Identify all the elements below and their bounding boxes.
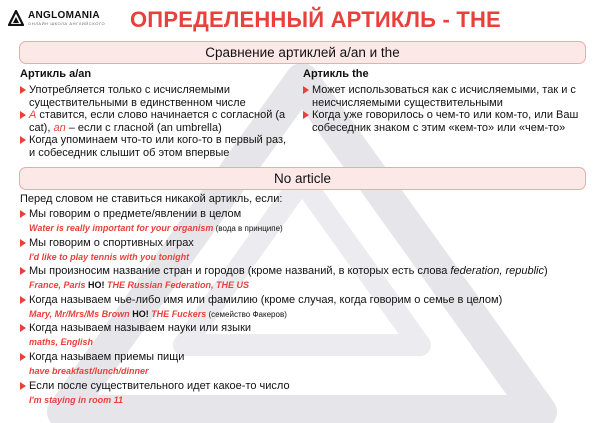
list-item: Когда уже говорилось о чем-то или ком-то, или Ваш собеседник знаком с этим «кем-то» или «чем-то»: [303, 109, 588, 134]
list-item: Мы говорим о предмете/явлении в целом Water is really important for your organism (вода в принципе): [20, 208, 548, 237]
bullet-arrow-icon: [20, 136, 26, 144]
no-article-list: [20, 208, 548, 408]
example-text: I'm staying in room 11: [29, 394, 123, 405]
bullet-arrow-icon: [20, 86, 26, 94]
bullet-arrow-icon: [303, 111, 309, 119]
bullet-arrow-icon: [303, 86, 309, 94]
example-text: maths, English: [29, 337, 94, 348]
example-text: I'd like to play tennis with you tonight: [29, 251, 190, 262]
bullet-arrow-icon: [20, 210, 26, 218]
page-title: ОПРЕДЕЛЕННЫЙ АРТИКЛЬ - THE: [130, 7, 501, 32]
no-article-banner: No article: [19, 167, 586, 190]
list-item: Когда называем называем науки или языки maths, English: [20, 322, 548, 351]
bullet-arrow-icon: [20, 324, 26, 332]
example-text: THE Russian Federation, THE US: [107, 280, 250, 291]
bullet-arrow-icon: [20, 267, 26, 275]
list-item: Может использоваться как с исчисляемыми, так и с неисчисляемыми существительными: [303, 84, 588, 109]
comparison-banner: Сравнение артиклей a/an и the: [19, 41, 586, 64]
bullet-arrow-icon: [20, 296, 26, 304]
list-item: Если после существительного идет какое-то число I'm staying in room 11: [20, 380, 548, 409]
list-item: Употребляется только с исчисляемыми существительными в единственном числе: [20, 84, 288, 109]
bullet-arrow-icon: [20, 111, 26, 119]
logo-triangle-icon: [8, 10, 24, 26]
example-text: Water is really important for your organism: [29, 223, 214, 233]
list-item: Мы говорим о спортивных играх I'd like to play tennis with you tonight: [20, 237, 548, 266]
list-item: A ставится, если слово начинается с согласной (a cat), an – если с гласной (an umbrella): [20, 109, 288, 134]
left-column-list: [20, 84, 288, 159]
logo-brand: ANGLOMANIA: [28, 10, 100, 21]
left-column-heading: Артикль a/an: [20, 68, 92, 80]
list-item: Когда называем чье-либо имя или фамилию (кроме случая, когда говорим о семье в целом) Mary, Mr/Mrs/Ms Brown НО! THE Fuckers (семейство Факеров): [20, 294, 548, 323]
list-item: Когда упоминаем что-то или кого-то в первый раз, и собеседник слышит об этом впервые: [20, 134, 288, 159]
list-item: Когда называем приемы пищи have breakfast/lunch/dinner: [20, 351, 548, 380]
bullet-arrow-icon: [20, 239, 26, 247]
right-column-list: [303, 84, 588, 134]
example-text: Mary, Mr/Mrs/Ms Brown: [29, 308, 130, 319]
bullet-arrow-icon: [20, 353, 26, 361]
bullet-arrow-icon: [20, 382, 26, 390]
logo: [8, 10, 105, 26]
list-item: Мы произносим название стран и городов (кроме названий, в которых есть слова federation, republic) France, Paris НО! THE Russian Federation, THE US: [20, 265, 548, 294]
right-column-heading: Артикль the: [303, 68, 369, 80]
example-text: THE Fuckers: [151, 308, 207, 319]
example-text: have breakfast/lunch/dinner: [29, 365, 149, 376]
example-text: France, Paris: [29, 280, 86, 291]
logo-subtitle: ОНЛАЙН ШКОЛА АНГЛИЙСКОГО: [28, 21, 106, 26]
no-article-intro: Перед словом не ставиться никакой артикль, если:: [20, 193, 283, 205]
